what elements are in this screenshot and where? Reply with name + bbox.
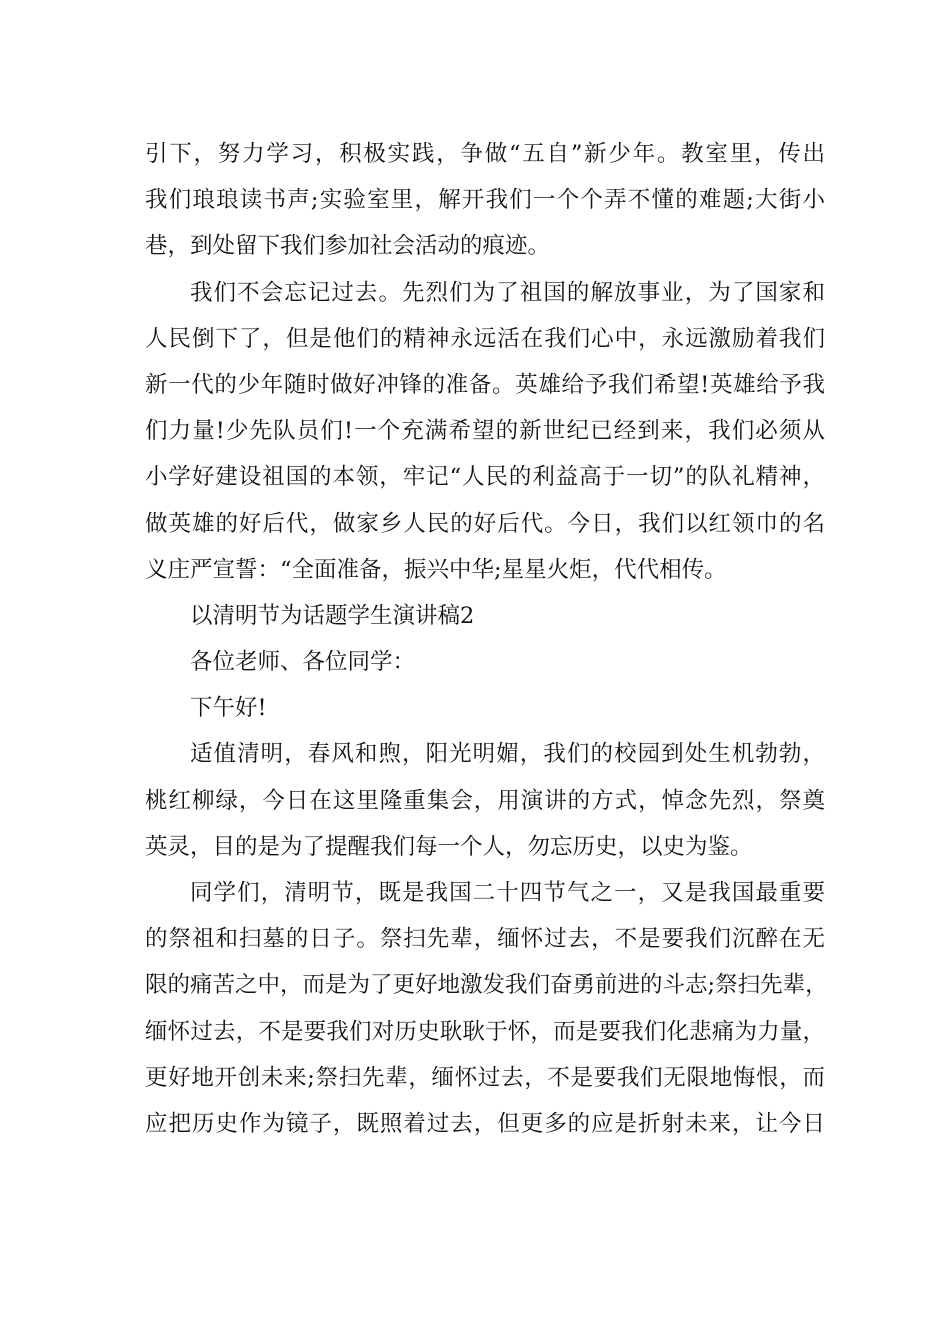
text-line: 新一代的少年随时做好冲锋的准备。英雄给予我们希望!英雄给予我	[145, 371, 825, 398]
paragraph	[145, 870, 828, 1147]
text-line: 适值清明，春风和煦，阳光明媚，我们的校园到处生机勃勃，	[190, 741, 825, 768]
text-line: 们力量!少先队员们!一个充满希望的新世纪已经到来，我们必须从	[145, 418, 825, 445]
text-line: 桃红柳绿，今日在这里隆重集会，用演讲的方式，悼念先烈，祭奠	[145, 787, 825, 814]
text-line: 人民倒下了，但是他们的精神永远活在我们心中，永远激励着我们	[145, 325, 825, 352]
document-body	[145, 131, 828, 1147]
text-line: 英灵，目的是为了提醒我们每一个人，勿忘历史，以史为鉴。	[145, 833, 753, 860]
text-line: 的祭祖和扫墓的日子。祭扫先辈，缅怀过去，不是要我们沉醉在无	[145, 926, 825, 953]
text-line: 义庄严宣誓：“全面准备，振兴中华;星星火炬，代代相传。	[145, 556, 727, 583]
paragraph	[145, 731, 825, 870]
text-line: 巷，到处留下我们参加社会活动的痕迹。	[145, 233, 551, 260]
text-line: 应把历史作为镜子，既照着过去，但更多的应是折射未来，让今日	[145, 1110, 825, 1137]
text-line: 以清明节为话题学生演讲稿2	[190, 602, 475, 629]
text-line: 我们不会忘记过去。先烈们为了祖国的解放事业，为了国家和	[190, 279, 825, 306]
paragraph	[145, 593, 825, 639]
paragraph	[145, 639, 825, 685]
text-line: 我们琅琅读书声;实验室里，解开我们一个个弄不懂的难题;大街小	[145, 187, 825, 214]
text-line: 缅怀过去，不是要我们对历史耿耿于怀，而是要我们化悲痛为力量，	[145, 1018, 825, 1045]
text-line: 更好地开创未来;祭扫先辈，缅怀过去，不是要我们无限地悔恨，而	[145, 1064, 825, 1091]
text-line: 做英雄的好后代，做家乡人民的好后代。今日，我们以红领巾的名	[145, 510, 825, 537]
text-line: 下午好!	[190, 695, 267, 722]
text-line: 限的痛苦之中，而是为了更好地激发我们奋勇前进的斗志;祭扫先辈，	[145, 972, 828, 999]
document-page	[145, 131, 828, 1147]
text-line: 引下，努力学习，积极实践，争做“五自”新少年。教室里，传出	[145, 141, 825, 167]
text-line: 各位老师、各位同学：	[190, 649, 416, 676]
text-line: 小学好建设祖国的本领，牢记“人民的利益高于一切”的队礼精神，	[145, 464, 825, 491]
paragraph	[145, 685, 825, 731]
paragraph	[145, 131, 825, 270]
text-line: 同学们，清明节，既是我国二十四节气之一，又是我国最重要	[190, 880, 825, 906]
paragraph	[145, 270, 825, 593]
